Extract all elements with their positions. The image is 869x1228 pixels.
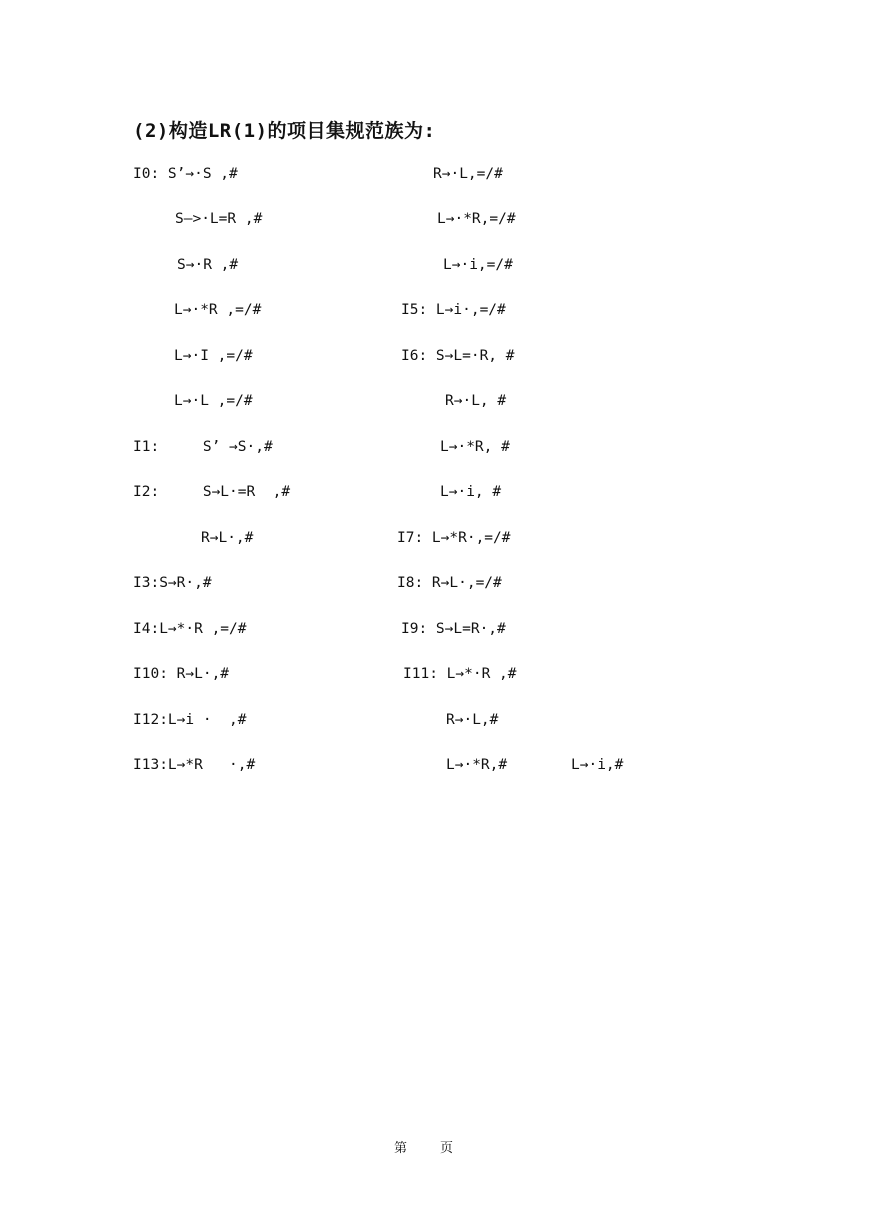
footer-page-prefix: 第 — [394, 1141, 408, 1156]
item-line-left-8: R→L·,# — [201, 530, 254, 546]
item-line-left-7: I2: S→L·=R ,# — [133, 484, 291, 500]
item-line-extra-13: L→·i,# — [571, 757, 624, 773]
item-line-left-4: L→·I ,=/# — [174, 348, 253, 364]
item-line-left-11: I10: R→L·,# — [133, 666, 230, 682]
item-line-right-0: R→·L,=/# — [433, 166, 503, 182]
item-line-left-10: I4:L→*·R ,=/# — [133, 621, 247, 637]
item-line-left-13: I13:L→*R ·,# — [133, 757, 256, 773]
item-line-left-5: L→·L ,=/# — [174, 393, 253, 409]
item-line-right-2: L→·i,=/# — [443, 257, 513, 273]
item-line-left-9: I3:S→R·,# — [133, 575, 212, 591]
footer-page-suffix: 页 — [440, 1141, 454, 1156]
item-line-right-1: L→·*R,=/# — [437, 211, 516, 227]
item-line-left-3: L→·*R ,=/# — [174, 302, 262, 318]
item-line-left-1: S—>·L=R ,# — [175, 211, 263, 227]
item-line-right-11: I11: L→*·R ,# — [403, 666, 517, 682]
item-line-right-5: R→·L, # — [445, 393, 507, 409]
item-line-right-4: I6: S→L=·R, # — [401, 348, 515, 364]
item-line-right-6: L→·*R, # — [440, 439, 510, 455]
section-heading: (2)构造LR(1)的项目集规范族为: — [133, 120, 436, 142]
item-line-left-6: I1: S’ →S·,# — [133, 439, 273, 455]
item-line-right-7: L→·i, # — [440, 484, 502, 500]
item-line-right-10: I9: S→L=R·,# — [401, 621, 506, 637]
item-line-left-12: I12:L→i · ,# — [133, 712, 247, 728]
item-line-left-2: S→·R ,# — [177, 257, 239, 273]
item-line-left-0: I0: S’→·S ,# — [133, 166, 238, 182]
item-line-right-9: I8: R→L·,=/# — [397, 575, 502, 591]
item-line-right-3: I5: L→i·,=/# — [401, 302, 506, 318]
item-line-right-13: L→·*R,# — [446, 757, 508, 773]
item-line-right-12: R→·L,# — [446, 712, 499, 728]
item-line-right-8: I7: L→*R·,=/# — [397, 530, 511, 546]
